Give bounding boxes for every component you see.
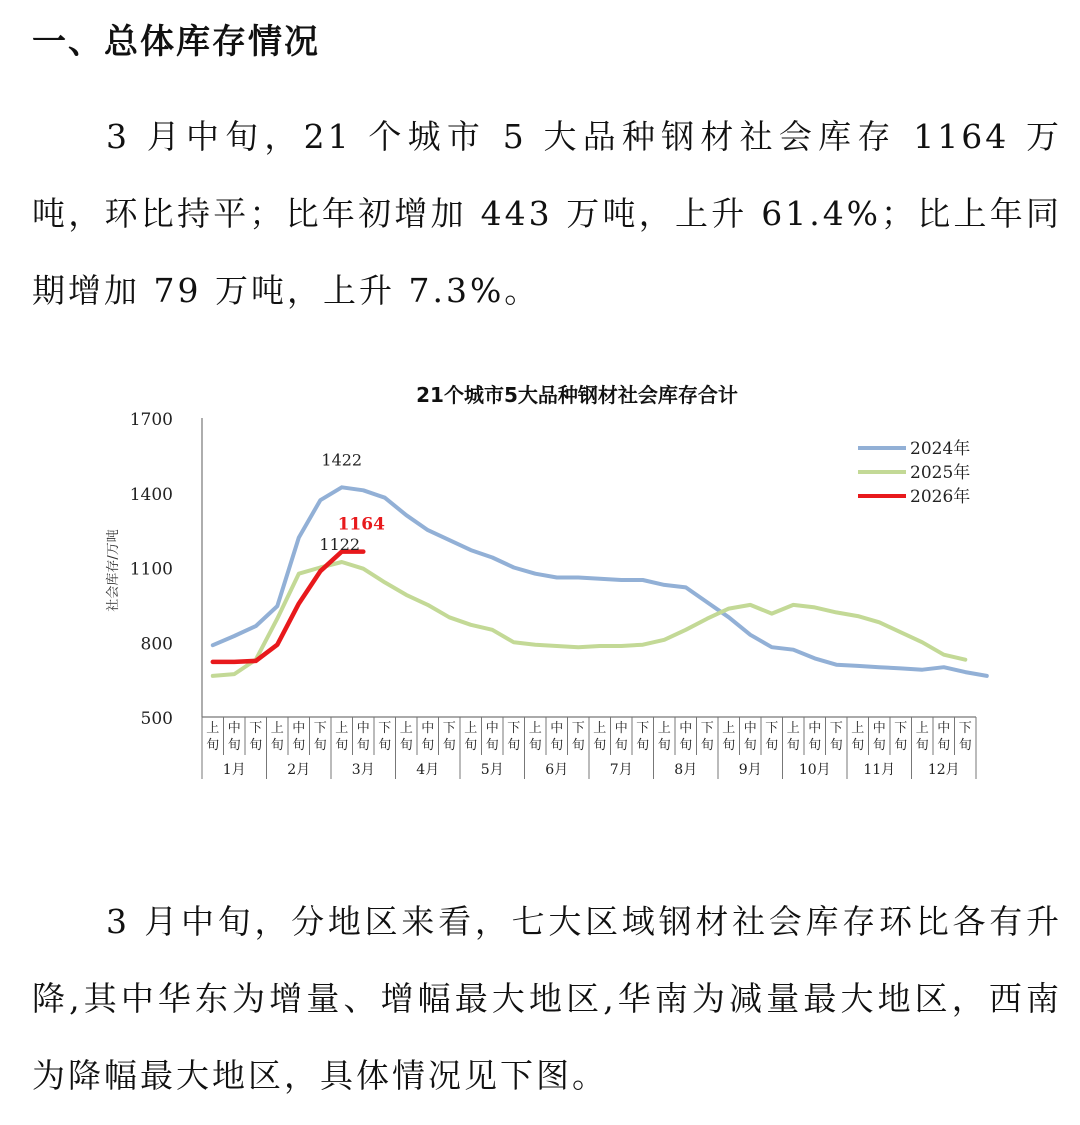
x-period-label-bottom: 旬 <box>872 738 886 753</box>
x-period-label-top: 中 <box>937 721 951 736</box>
inventory-line-chart <box>0 370 1080 790</box>
y-axis-label: 社会库存/万吨 <box>106 529 121 612</box>
x-period-label-bottom: 旬 <box>550 738 564 753</box>
x-period-label-top: 下 <box>636 721 650 736</box>
x-period-label-bottom: 旬 <box>313 738 327 753</box>
x-period-label-top: 下 <box>249 721 263 736</box>
x-period-label-bottom: 旬 <box>206 738 220 753</box>
x-period-label-top: 中 <box>292 721 306 736</box>
x-month-label: 2月 <box>287 762 311 778</box>
x-period-label-top: 上 <box>657 721 671 736</box>
x-period-label-bottom: 旬 <box>507 738 521 753</box>
x-period-label-bottom: 旬 <box>399 738 413 753</box>
x-month-label: 7月 <box>609 762 633 778</box>
x-period-label-bottom: 旬 <box>227 738 241 753</box>
x-period-label-bottom: 旬 <box>378 738 392 753</box>
x-period-label-bottom: 旬 <box>614 738 628 753</box>
x-period-label-bottom: 旬 <box>808 738 822 753</box>
x-month-label: 1月 <box>222 762 246 778</box>
x-period-label-top: 下 <box>378 721 392 736</box>
x-period-label-bottom: 旬 <box>765 738 779 753</box>
x-period-label-bottom: 旬 <box>292 738 306 753</box>
x-period-label-bottom: 旬 <box>335 738 349 753</box>
x-period-label-bottom: 旬 <box>464 738 478 753</box>
x-period-label-bottom: 旬 <box>829 738 843 753</box>
x-month-label: 5月 <box>480 762 504 778</box>
x-period-label-bottom: 旬 <box>722 738 736 753</box>
x-period-label-top: 中 <box>808 721 822 736</box>
x-period-label-bottom: 旬 <box>593 738 607 753</box>
x-period-label-top: 下 <box>313 721 327 736</box>
x-month-label: 11月 <box>863 762 896 778</box>
x-period-label-bottom: 旬 <box>958 738 972 753</box>
x-month-label: 9月 <box>738 762 762 778</box>
y-tick-label: 1700 <box>129 410 173 430</box>
x-period-label-top: 中 <box>550 721 564 736</box>
x-month-label: 8月 <box>674 762 698 778</box>
x-period-label-bottom: 旬 <box>894 738 908 753</box>
x-period-label-top: 下 <box>958 721 972 736</box>
y-tick-label: 500 <box>140 709 173 729</box>
chart-title: 21个城市5大品种钢材社会库存合计 <box>416 383 738 407</box>
x-period-label-top: 上 <box>593 721 607 736</box>
x-period-label-top: 上 <box>270 721 284 736</box>
x-month-label: 4月 <box>416 762 440 778</box>
x-period-label-top: 中 <box>356 721 370 736</box>
data-label: 1122 <box>319 535 361 555</box>
x-period-label-top: 中 <box>872 721 886 736</box>
x-period-label-top: 下 <box>700 721 714 736</box>
x-period-label-top: 上 <box>528 721 542 736</box>
x-period-label-bottom: 旬 <box>249 738 263 753</box>
x-period-label-bottom: 旬 <box>679 738 693 753</box>
x-period-label-top: 中 <box>743 721 757 736</box>
y-tick-label: 1400 <box>129 484 173 505</box>
inventory-chart <box>0 370 1080 790</box>
legend-label: 2025年 <box>910 463 971 483</box>
x-period-label-top: 上 <box>399 721 413 736</box>
x-period-label-top: 下 <box>829 721 843 736</box>
x-month-label: 3月 <box>351 762 375 778</box>
x-period-label-bottom: 旬 <box>485 738 499 753</box>
data-label: 1422 <box>321 450 363 470</box>
x-period-label-bottom: 旬 <box>700 738 714 753</box>
x-period-label-top: 上 <box>722 721 736 736</box>
y-tick-label: 1100 <box>129 559 173 580</box>
section-heading: 一、总体库存情况 <box>32 22 320 62</box>
x-period-label-bottom: 旬 <box>851 738 865 753</box>
x-period-label-top: 上 <box>206 721 220 736</box>
regional-paragraph: 3 月中旬，分地区来看，七大区域钢材社会库存环比各有升降,其中华东为增量、增幅最大地区,华南为减量最大地区，西南为降幅最大地区，具体情况见下图。 <box>32 902 1062 1095</box>
x-period-label-bottom: 旬 <box>270 738 284 753</box>
x-period-label-bottom: 旬 <box>657 738 671 753</box>
summary-paragraph: 3 月中旬，21 个城市 5 大品种钢材社会库存 1164 万吨，环比持平；比年初增加 443 万吨，上升 61.4%；比上年同期增加 79 万吨，上升 7.3%。 <box>32 117 1062 310</box>
x-period-label-top: 下 <box>442 721 456 736</box>
x-period-label-bottom: 旬 <box>937 738 951 753</box>
x-period-label-top: 中 <box>421 721 435 736</box>
x-period-label-bottom: 旬 <box>528 738 542 753</box>
x-period-label-top: 下 <box>571 721 585 736</box>
data-label-highlight: 1164 <box>337 514 385 535</box>
x-period-label-top: 上 <box>335 721 349 736</box>
x-period-label-top: 中 <box>614 721 628 736</box>
x-month-label: 10月 <box>798 762 831 778</box>
x-period-label-top: 中 <box>227 721 241 736</box>
x-period-label-top: 上 <box>851 721 865 736</box>
x-period-label-top: 上 <box>464 721 478 736</box>
x-period-label-top: 上 <box>786 721 800 736</box>
x-period-label-bottom: 旬 <box>743 738 757 753</box>
x-period-label-bottom: 旬 <box>786 738 800 753</box>
x-period-label-bottom: 旬 <box>915 738 929 753</box>
x-period-label-bottom: 旬 <box>636 738 650 753</box>
x-period-label-top: 中 <box>679 721 693 736</box>
x-period-label-top: 下 <box>507 721 521 736</box>
x-period-label-bottom: 旬 <box>442 738 456 753</box>
x-period-label-top: 上 <box>915 721 929 736</box>
x-period-label-top: 下 <box>765 721 779 736</box>
x-period-label-bottom: 旬 <box>421 738 435 753</box>
x-month-label: 12月 <box>927 762 960 778</box>
x-month-label: 6月 <box>545 762 569 778</box>
x-period-label-top: 下 <box>894 721 908 736</box>
y-tick-label: 800 <box>140 634 173 655</box>
x-period-label-bottom: 旬 <box>356 738 370 753</box>
x-period-label-bottom: 旬 <box>571 738 585 753</box>
legend-label: 2024年 <box>910 439 971 459</box>
x-period-label-top: 中 <box>485 721 499 736</box>
legend-label: 2026年 <box>910 487 971 507</box>
